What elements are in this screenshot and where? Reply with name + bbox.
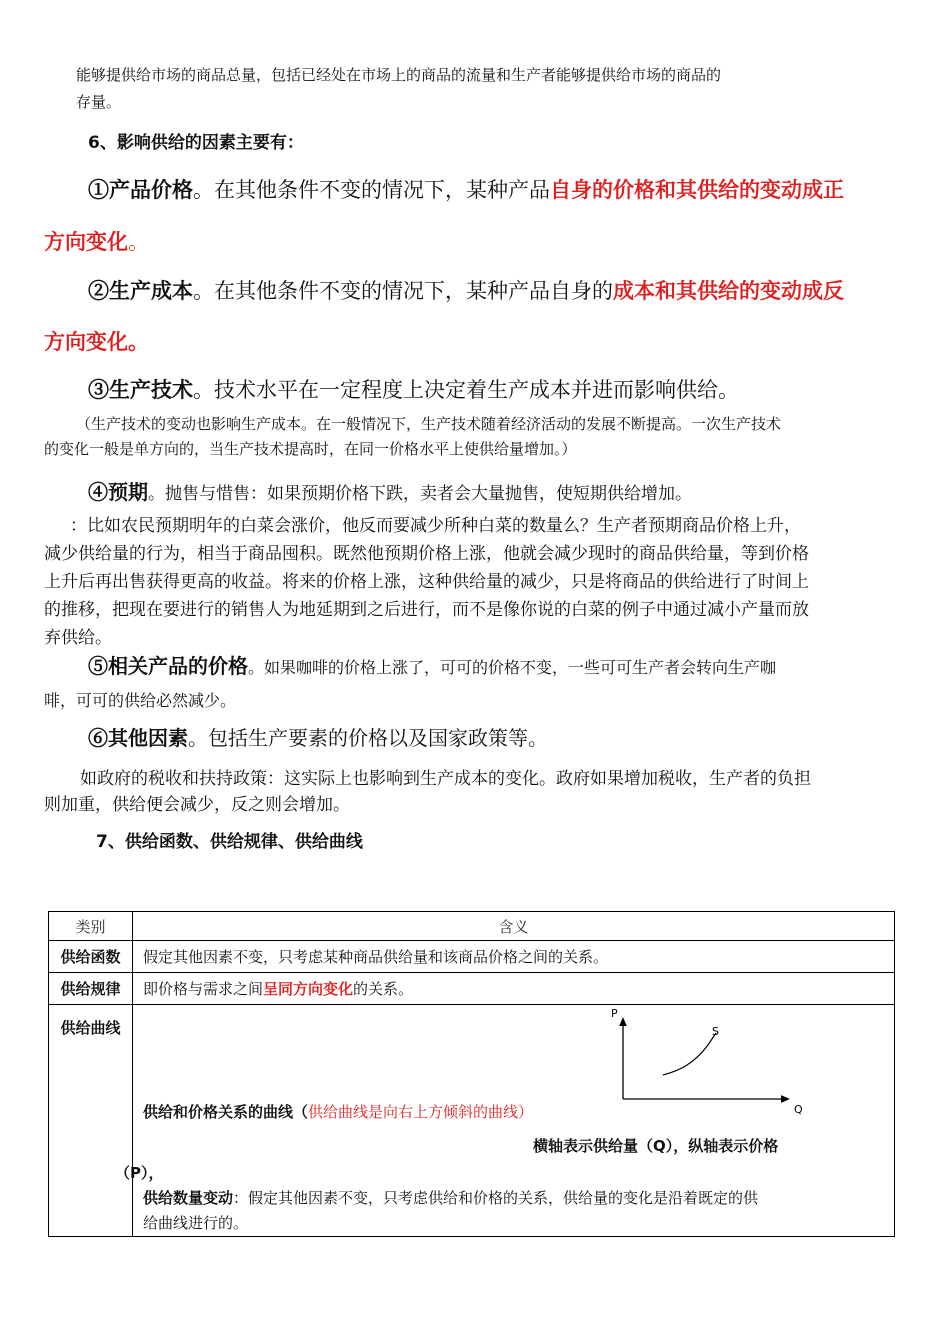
factor-2-title: ②生产成本 (88, 278, 193, 303)
factor-2-text: 。在其他条件不变的情况下，某种产品自身的 (193, 279, 613, 303)
factor-6-para-2: 则加重，供给便会减少，反之则会增加。 (44, 795, 350, 815)
factor-2-red-2: 方向变化。 (44, 329, 149, 354)
factor-4-para-2: 减少供给量的行为，相当于商品囤积。既然他预期价格上涨，他就会减少现时的商品供给量，等到价格 (44, 544, 809, 564)
intro-line-2: 存量。 (76, 93, 122, 111)
quantity-change-bold: 供给数量变动 (143, 1189, 234, 1207)
curve-description (143, 1101, 533, 1122)
s-curve-label: S (712, 1025, 719, 1038)
header-meaning: 含义 (133, 912, 895, 941)
row-label-supply-curve (49, 1005, 133, 1237)
section-6-heading: 6、影响供给的因素主要有： (88, 133, 304, 153)
factor-5-title: ⑤相关产品的价格 (88, 654, 248, 678)
row-text-supply-law (133, 973, 895, 1005)
p-axis-label: P (611, 1007, 618, 1020)
factor-3-line (88, 374, 739, 404)
factor-5-line (88, 650, 776, 679)
factor-1-text: 。在其他条件不变的情况下，某种产品 (193, 178, 550, 202)
factor-6-text: 。包括生产要素的价格以及国家政策等。 (188, 726, 548, 750)
factor-2-line (88, 275, 844, 305)
factor-4-para-4: 的推移，把现在要进行的销售人为地延期到之后进行，而不是像你说的白菜的例子中通过减小产量而放 (44, 600, 809, 620)
row-label-supply-law: 供给规律 (49, 973, 133, 1005)
factor-4-para-3: 上升后再出售获得更高的收益。将来的价格上涨，这种供给量的减少，只是将商品的供给进行了时间上 (44, 572, 809, 592)
factor-4-para-1: ：比如农民预期明年的白菜会涨价，他反而要减少所种白菜的数量么？生产者预期商品价格上升， (70, 516, 801, 536)
quantity-change (143, 1186, 863, 1236)
factor-4-para-5: 弃供给。 (44, 628, 112, 648)
curve-desc-bold: 供给和价格关系的曲线（ (143, 1103, 309, 1121)
intro-line-1: 能够提供给市场的商品总量，包括已经处在市场上的商品的流量和生产者能够提供给市场的商品的 (76, 66, 722, 84)
row-text-supply-function: 假定其他因素不变，只考虑某种商品供给量和该商品价格之间的关系。 (133, 941, 895, 973)
table-row (49, 1005, 895, 1237)
axis-note: 横轴表示供给量（Q），纵轴表示价格 (533, 1137, 779, 1155)
row-label-supply-function: 供给函数 (49, 941, 133, 973)
factor-1-line (88, 174, 844, 204)
supply-table (48, 911, 895, 1237)
factor-4-title: ④预期 (88, 480, 148, 504)
factor-5-line-2: 啡，可可的供给必然减少。 (44, 691, 237, 710)
factor-5-text: 。如果咖啡的价格上涨了，可可的价格不变，一些可可生产者会转向生产咖 (248, 658, 777, 677)
factor-4-line (88, 476, 692, 505)
factor-2-red-1: 成本和其供给的变动成反 (613, 278, 844, 303)
factor-1-red-1: 自身的价格和其供给的变动成正 (550, 177, 844, 202)
curve-desc-red: 供给曲线是向右上方倾斜的曲线） (308, 1103, 534, 1121)
factor-3-note-2: 的变化一般是单方向的，当生产技术提高时，在同一价格水平上使供给量增加。） (44, 440, 577, 458)
factor-6-title: ⑥其他因素 (88, 726, 188, 750)
supply-law-post: 的关系。 (353, 980, 414, 998)
supply-law-pre: 即价格与需求之间 (143, 980, 264, 998)
factor-3-note-1: （生产技术的变动也影响生产成本。在一般情况下，生产技术随着经济活动的发展不断提高。一次生产技术 (76, 415, 782, 433)
factor-1-line-2 (44, 226, 149, 256)
factor-6-para-1: 如政府的税收和扶持政策：这实际上也影响到生产成本的变化。政府如果增加税收，生产者的负担 (80, 769, 811, 789)
factor-4-text: 。抛售与惜售：如果预期价格下跌，卖者会大量抛售，使短期供给增加。 (148, 484, 692, 504)
factor-1-end: 。 (128, 230, 149, 254)
header-category: 类别 (49, 912, 133, 941)
table-row (49, 941, 895, 973)
supply-law-red: 呈同方向变化 (263, 980, 354, 998)
factor-3-text: 。技术水平在一定程度上决定着生产成本并进而影响供给。 (193, 378, 739, 402)
quantity-change-text-1: ：假定其他因素不变，只考虑供给和价格的关系，供给量的变化是沿着既定的供 (233, 1189, 759, 1207)
factor-1-red-2: 方向变化 (44, 229, 128, 254)
supply-curve-label: 供给曲线 (60, 1019, 121, 1037)
factor-6-line (88, 722, 548, 751)
q-axis-label: Q (794, 1103, 803, 1116)
row-content-supply-curve (115, 1005, 895, 1237)
supply-curve-chart (598, 1005, 803, 1116)
factor-1-title: ①产品价格 (88, 177, 193, 202)
table-row (49, 973, 895, 1005)
quantity-change-text-2: 给曲线进行的。 (143, 1214, 249, 1232)
axis-note-2: （P）， (115, 1164, 164, 1182)
supply-curve-line (663, 1033, 716, 1075)
factor-3-title: ③生产技术 (88, 377, 193, 402)
supply-curve-cell (115, 1005, 894, 1232)
table-header-row (49, 912, 895, 941)
section-7-heading: 7、供给函数、供给规律、供给曲线 (96, 832, 363, 852)
